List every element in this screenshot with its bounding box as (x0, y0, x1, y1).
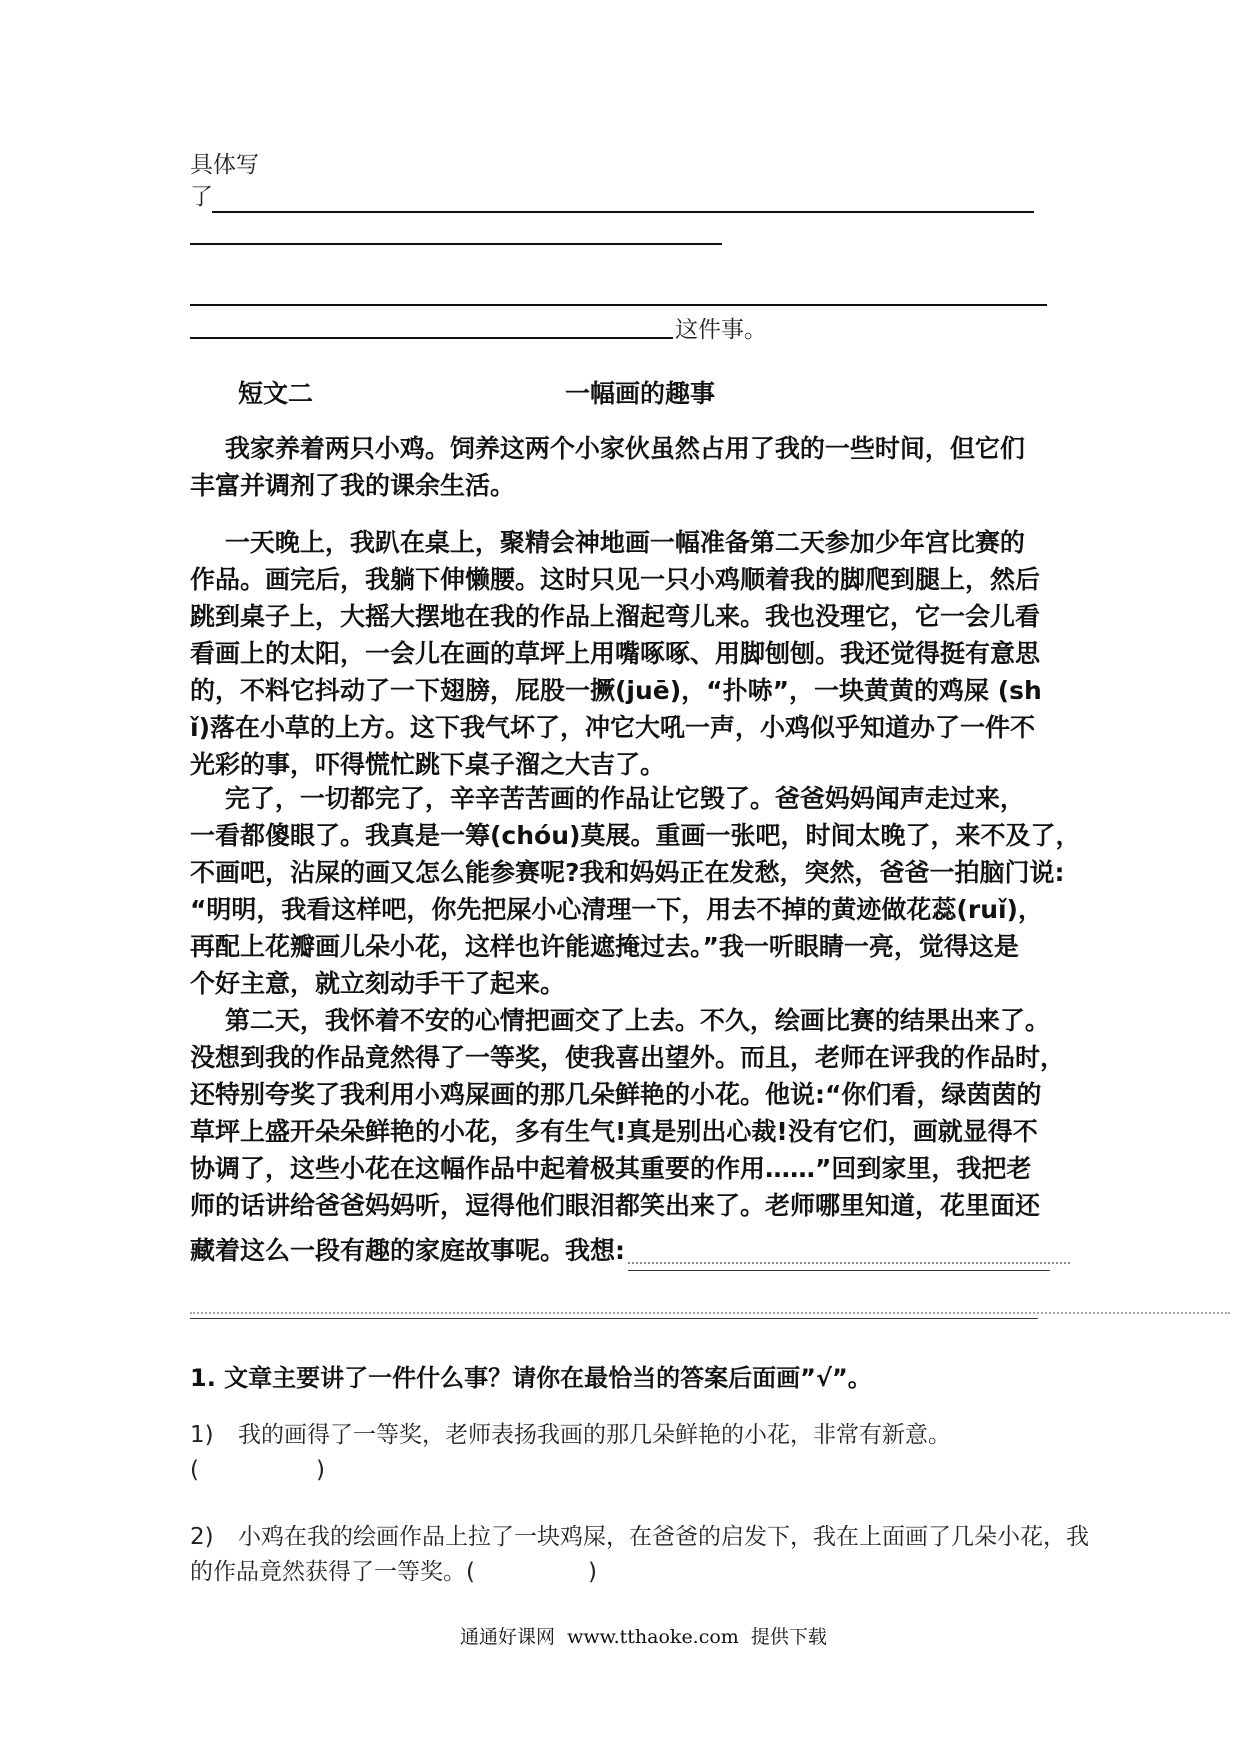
paragraph-line: 不画吧，沾屎的画又怎么能参赛呢?我和妈妈正在发愁，突然，爸爸一拍脑门说: (190, 858, 1065, 887)
paragraph-line: 作品。画完后，我躺下伸懒腰。这时只见一只小鸡顺着我的脚爬到腿上，然后 (190, 565, 1041, 594)
answer-line-3[interactable] (190, 304, 1047, 306)
option-1-checkbox[interactable]: ( ) (190, 1457, 325, 1483)
answer-line-1[interactable] (212, 211, 1034, 213)
paragraph-line: “明明，我看这样吧，你先把屎小心清理一下，用去不掉的黄迹做花蕊(ruǐ)， (190, 895, 1043, 924)
question-title: 1. 文章主要讲了一件什么事？请你在最恰当的答案后面画”√”。 (190, 1364, 872, 1392)
paragraph-line: 光彩的事，吓得慌忙跳下桌子溜之大吉了。 (190, 750, 666, 779)
option-2-text-continued: 的作品竟然获得了一等奖。( (190, 1559, 475, 1585)
answer-dotted-line-1 (628, 1262, 1070, 1264)
fill-in-suffix: 这件事。 (675, 317, 767, 343)
answer-dotted-line-2 (190, 1312, 1230, 1314)
option-2-checkbox-close[interactable]: ) (588, 1559, 597, 1585)
paragraph-4 (190, 1002, 1066, 1224)
paragraph-line: ǐ)落在小草的上方。这下我气坏了，冲它大吼一声，小鸡似乎知道办了一件不 (190, 713, 1035, 742)
paragraph-line: 跳到桌子上，大摇大摆地在我的作品上溜起弯儿来。我也没理它，它一会儿看 (190, 602, 1041, 631)
paragraph-line: 再配上花瓣画儿朵小花，这样也许能遮掩过去。”我一听眼睛一亮，觉得这是 (190, 932, 1019, 961)
paragraph-line: 没想到我的作品竟然得了一等奖，使我喜出望外。而且，老师在评我的作品时， (190, 1043, 1066, 1072)
paragraph-line: 协调了，这些小花在这幅作品中起着极其重要的作用……”回到家里，我把老 (190, 1154, 1032, 1183)
fill-in-prefix: 具体写 (190, 152, 259, 178)
paragraph-3 (190, 780, 1081, 1002)
option-2-number: 2) (190, 1524, 214, 1550)
answer-line-2[interactable] (190, 243, 722, 245)
answer-line-thought-2[interactable] (190, 1318, 1038, 1319)
article-title: 一幅画的趣事 (565, 379, 716, 408)
option-1-number: 1) (190, 1422, 214, 1448)
paragraph-line: 一天晚上，我趴在桌上，聚精会神地画一幅准备第二天参加少年宫比赛的 (190, 528, 1025, 557)
paragraph-2 (190, 524, 1050, 783)
paragraph-line: 还特别夸奖了我利用小鸡屎画的那几朵鲜艳的小花。他说:“你们看，绿茵茵的 (190, 1080, 1042, 1109)
article-last-line: 藏着这么一段有趣的家庭故事呢。我想: (190, 1236, 625, 1265)
paragraph-line: 个好主意，就立刻动手干了起来。 (190, 969, 566, 998)
paragraph-line: 看画上的太阳，一会儿在画的草坪上用嘴啄啄、用脚刨刨。我还觉得挺有意思 (190, 639, 1041, 668)
footer-credit: 通通好课网 www.tthaoke.com 提供下载 (460, 1626, 827, 1648)
paragraph-line: 丰富并调剂了我的课余生活。 (190, 471, 516, 500)
paragraph-line: 我家养着两只小鸡。饲养这两个小家伙虽然占用了我的一些时间，但它们 (190, 434, 1025, 463)
option-1-text: 我的画得了一等奖，老师表扬我画的那几朵鲜艳的小花，非常有新意。 (238, 1422, 951, 1448)
fill-in-le: 了 (190, 184, 213, 210)
article-label: 短文二 (238, 379, 314, 408)
paragraph-line: 一看都傻眼了。我真是一筹(chóu)莫展。重画一张吧，时间太晚了，来不及了， (190, 821, 1081, 850)
paragraph-line: 完了，一切都完了，辛辛苦苦画的作品让它毁了。爸爸妈妈闻声走过来， (190, 784, 1025, 813)
option-2-text: 小鸡在我的绘画作品上拉了一块鸡屎，在爸爸的启发下，我在上面画了几朵小花，我 (238, 1524, 1089, 1550)
paragraph-1 (190, 430, 1050, 504)
paragraph-line: 草坪上盛开朵朵鲜艳的小花，多有生气!真是别出心裁!没有它们，画就显得不 (190, 1117, 1038, 1146)
paragraph-line: 师的话讲给爸爸妈妈听，逗得他们眼泪都笑出来了。老师哪里知道，花里面还 (190, 1191, 1041, 1220)
answer-line-thought[interactable] (628, 1270, 1050, 1271)
answer-line-4[interactable] (190, 337, 673, 339)
paragraph-line: 的，不料它抖动了一下翅膀，屁股一撅(juē)，“扑哧”，一块黄黄的鸡屎 (sh (190, 676, 1042, 705)
paragraph-line: 第二天，我怀着不安的心情把画交了上去。不久，绘画比赛的结果出来了。 (190, 1006, 1050, 1035)
